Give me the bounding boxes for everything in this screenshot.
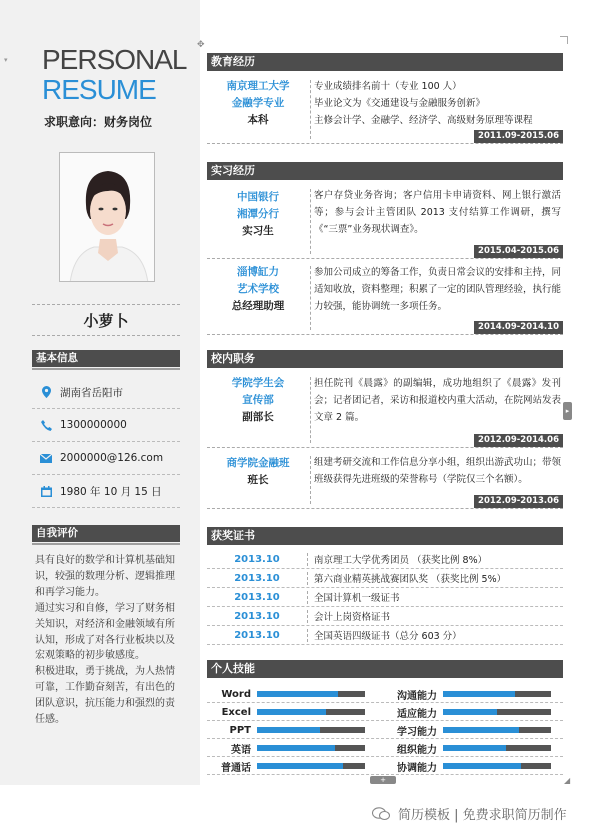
skill-bar-fill	[443, 727, 519, 733]
skill-bar-fill	[257, 745, 335, 751]
skill-item	[393, 757, 551, 775]
skill-bar-fill	[443, 763, 521, 769]
school-name: 南京理工大学	[226, 80, 290, 92]
skill-item	[207, 721, 365, 739]
award-row	[207, 550, 563, 569]
skill-bar	[257, 691, 365, 697]
internship-date: 2015.04-2015.06	[474, 245, 563, 258]
internship-org	[207, 264, 309, 315]
profile-photo	[59, 152, 155, 282]
skill-item	[207, 703, 365, 721]
role-name: 实习生	[242, 225, 274, 237]
skill-bar-fill	[443, 691, 515, 697]
skills-heading: 个人技能	[207, 660, 563, 678]
location-text: 湖南省岳阳市	[60, 386, 123, 399]
skill-row	[207, 685, 563, 703]
skill-name: 组织能力	[397, 744, 437, 756]
education-entry	[207, 76, 563, 144]
info-row-phone	[32, 409, 180, 442]
skill-row	[207, 721, 563, 739]
skill-item	[207, 685, 365, 703]
org-line-1: 学院学生会	[231, 377, 285, 389]
campus-desc: 担任院刊《晨露》的副编辑，成功地组织了《晨露》发刊会；记者团记者，采访和报道校内重大活动，在院网站发表文章 2 篇。	[314, 378, 562, 423]
email-text: 2000000@126.com	[60, 452, 164, 464]
skill-bar-fill	[257, 763, 343, 769]
org-line-2: 湘潭分行	[237, 208, 279, 220]
phone-text: 1300000000	[60, 419, 127, 431]
skill-name: Excel	[221, 706, 251, 718]
campus-heading: 校内职务	[207, 350, 563, 368]
campus-entry	[207, 373, 563, 448]
divider	[310, 377, 311, 443]
self-eval-heading: 自我评价	[32, 525, 180, 542]
org-line-1: 中国银行	[237, 191, 279, 203]
org-line-1: 淄博缸力	[237, 266, 279, 278]
divider	[307, 572, 308, 585]
skill-name: 英语	[231, 744, 251, 756]
skill-item	[393, 721, 551, 739]
skill-item	[393, 739, 551, 757]
internship-heading: 实习经历	[207, 162, 563, 180]
skill-name: PPT	[229, 724, 251, 736]
award-text: 南京理工大学优秀团员 （获奖比例 8%）	[314, 555, 488, 566]
resume-title-resume: RESUME	[42, 74, 156, 105]
birthday-text: 1980 年 10 月 15 日	[60, 485, 162, 498]
phone-icon	[36, 420, 56, 431]
award-year: 2013.10	[234, 553, 280, 565]
divider	[310, 456, 311, 504]
watermark	[372, 804, 567, 823]
candidate-name: 小萝卜	[32, 304, 180, 336]
campus-org	[207, 375, 309, 426]
award-text: 全国英语四级证书（总分 603 分）	[314, 631, 462, 642]
award-row	[207, 569, 563, 588]
award-year: 2013.10	[234, 610, 280, 622]
award-row	[207, 607, 563, 626]
basic-info-heading: 基本信息	[32, 350, 180, 367]
skill-item	[393, 703, 551, 721]
education-heading: 教育经历	[207, 53, 563, 71]
internship-desc: 参加公司成立的筹备工作，负责日常会议的安排和主持，同适知收放，资料整理；积累了一定的团队管理经验，执行能力较强，能协调统一多项任务。	[314, 267, 562, 312]
info-row-email	[32, 442, 180, 475]
awards-heading: 获奖证书	[207, 527, 563, 545]
expand-tab-icon[interactable]: ▸	[563, 402, 572, 420]
internship-entry	[207, 185, 563, 259]
divider	[310, 266, 311, 330]
skill-bar-fill	[257, 691, 338, 697]
self-eval-paragraph: 积极进取，勇于挑战，为人热情可靠，工作勤奋刻苦，有出色的团队意识，抗压能力和强烈的责任感。	[35, 666, 175, 726]
skill-name: 适应能力	[397, 708, 437, 720]
self-eval-paragraph: 具有良好的数学和计算机基础知识，较强的数理分析、逻辑推理和再学习能力。	[35, 555, 175, 598]
role-name: 总经理助理	[231, 300, 285, 312]
internship-org	[207, 189, 309, 240]
skill-bar	[443, 745, 551, 751]
org-line-2: 艺术学校	[237, 283, 279, 295]
award-year: 2013.10	[234, 591, 280, 603]
skill-item	[207, 757, 365, 775]
campus-org	[207, 455, 309, 489]
divider	[310, 80, 311, 139]
skill-bar	[443, 691, 551, 697]
campus-entry	[207, 452, 563, 509]
skill-name: 沟通能力	[397, 690, 437, 702]
skill-name: Word	[221, 688, 251, 700]
calendar-icon	[36, 486, 56, 497]
campus-date: 2012.09-2013.06	[474, 495, 563, 508]
skill-bar-fill	[257, 727, 320, 733]
divider	[310, 189, 311, 254]
award-text: 会计上岗资格证书	[314, 612, 391, 623]
divider	[307, 553, 308, 566]
info-row-location	[32, 376, 180, 409]
move-handle-icon[interactable]: ✥	[197, 40, 205, 50]
skill-bar	[443, 727, 551, 733]
email-icon	[36, 454, 56, 463]
skill-name: 协调能力	[397, 762, 437, 774]
internship-date: 2014.09-2014.10	[474, 321, 563, 334]
campus-date: 2012.09-2014.06	[474, 434, 563, 447]
skill-item	[393, 685, 551, 703]
award-text: 全国计算机一级证书	[314, 593, 400, 604]
skill-name: 普通话	[221, 762, 251, 774]
skill-item	[207, 739, 365, 757]
major-name: 金融学专业	[231, 97, 285, 109]
award-text: 第六商业精英挑战赛团队奖 （获奖比例 5%）	[314, 574, 507, 585]
divider	[307, 591, 308, 604]
watermark-text: 简历模板 | 免费求职简历制作	[398, 808, 567, 823]
skill-bar	[257, 727, 365, 733]
internship-entry	[207, 262, 563, 335]
skill-bar-fill	[443, 709, 497, 715]
job-intent: 求职意向：财务岗位	[44, 115, 153, 129]
education-org	[207, 78, 309, 129]
role-name: 副部长	[242, 411, 274, 423]
caret-icon: ▾	[4, 56, 8, 64]
skill-row	[207, 739, 563, 757]
education-desc: 专业成绩排名前十（专业 100 人） 毕业论文为《交通建设与金融服务创新》 主修会计学、金融学、经济学、高级财务原理等课程	[314, 81, 533, 126]
self-eval-text	[35, 553, 180, 728]
skill-row	[207, 703, 563, 721]
footer	[0, 790, 595, 840]
campus-desc: 组建考研交流和工作信息分享小组，组织出游武功山；带领班级获得先进班级的荣誉称号（学院仅三个名额）。	[314, 457, 562, 485]
skill-bar-fill	[257, 709, 326, 715]
skill-bar	[257, 709, 365, 715]
skill-bar	[443, 763, 551, 769]
org-line-1: 商学院金融班	[226, 457, 290, 469]
skill-bar	[257, 763, 365, 769]
degree-name: 本科	[247, 114, 269, 126]
award-year: 2013.10	[234, 572, 280, 584]
education-date: 2011.09-2015.06	[474, 130, 563, 143]
resize-handle-icon[interactable]: ◢	[564, 776, 571, 785]
resume-title-personal: PERSONAL	[42, 44, 187, 75]
skill-bar	[443, 709, 551, 715]
info-row-birthday	[32, 475, 180, 508]
corner-mark	[560, 36, 568, 44]
role-name: 班长	[247, 474, 269, 486]
add-row-icon[interactable]: +	[370, 776, 396, 784]
award-row	[207, 626, 563, 645]
location-pin-icon	[36, 386, 56, 398]
self-eval-paragraph: 通过实习和自修，学习了财务相关知识，对经济和金融领域有所认知，形成了对各行业板块以及宏观策略的初步敏感度。	[35, 602, 175, 662]
internship-desc: 客户存贷业务咨询；客户信用卡申请资料、网上银行激活等；参与会计主管团队 2013 支付结算工作调研，撰写《“三票”业务现状调查》。	[314, 190, 561, 235]
skill-bar	[257, 745, 365, 751]
skill-bar-fill	[443, 745, 506, 751]
award-year: 2013.10	[234, 629, 280, 641]
award-row	[207, 588, 563, 607]
wechat-logo-icon	[372, 807, 390, 821]
org-line-2: 宣传部	[242, 394, 274, 406]
skill-name: 学习能力	[397, 726, 437, 738]
divider	[307, 610, 308, 623]
divider	[307, 629, 308, 642]
skill-row	[207, 757, 563, 775]
